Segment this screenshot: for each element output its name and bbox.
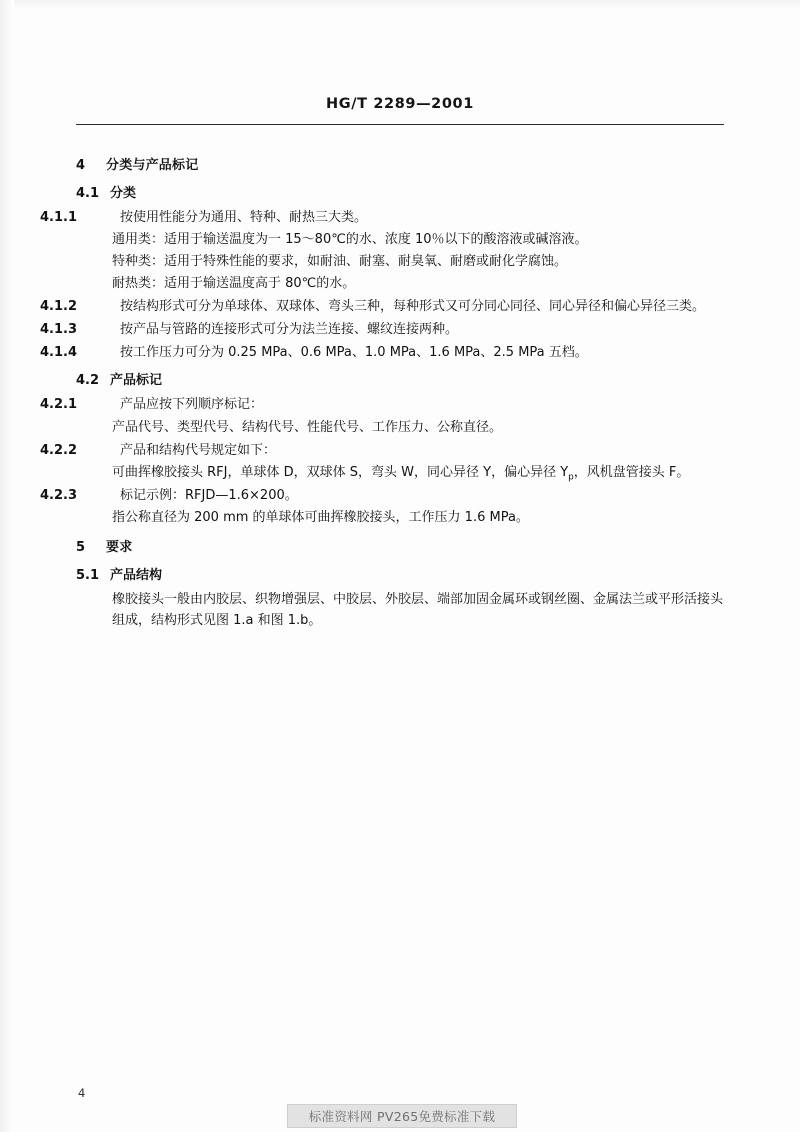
clause-number-4-2-2: 4.2.2 [40, 442, 78, 458]
clause-4-2-3 [40, 485, 726, 506]
watermark-bar [287, 1104, 517, 1128]
section-number-5-1: 5.1 [76, 567, 100, 583]
section-number-4-1: 4.1 [76, 186, 100, 202]
section-title-5-1: 产品结构 [110, 567, 163, 583]
clause-4-2-3-line-1: 指公称直径为 200 mm 的单球体可曲挥橡胶接头，工作压力 1.6 MPa。 [112, 509, 529, 525]
clause-text-4-2-3: 标记示例：RFJD—1.6×200。 [120, 487, 298, 503]
section-heading-4-1 [76, 183, 726, 204]
clause-4-1-2 [40, 296, 726, 317]
section-heading-4-2 [76, 370, 726, 391]
clause-4-2-2 [40, 440, 726, 461]
clause-text-4-2-1: 产品应按下列顺序标记： [120, 397, 264, 413]
clause-number-4-2-3: 4.2.3 [40, 487, 78, 503]
clause-text-4-1-4: 按工作压力可分为 0.25 MPa、0.6 MPa、1.0 MPa、1.6 MPa、2.5 MPa 五档。 [120, 345, 588, 361]
clause-4-1-4 [40, 342, 726, 363]
section-title-4-1: 分类 [110, 186, 137, 202]
page-header-standard-number: HG/T 2289—2001 [326, 96, 474, 112]
section-number-4: 4 [76, 158, 86, 173]
section-title-5: 要求 [106, 539, 133, 555]
clause-4-1-3 [40, 319, 726, 340]
page-number: 4 [78, 1086, 86, 1100]
clause-number-4-1-2: 4.1.2 [40, 299, 78, 315]
clause-number-4-1-1: 4.1.1 [40, 210, 78, 226]
section-number-5: 5 [76, 539, 86, 555]
section-heading-5-1 [76, 565, 726, 586]
watermark-text: 标准资料网 PV265免费标准下载 [308, 1109, 496, 1124]
clause-text-4-1-2: 按结构形式可分为单球体、双球体、弯头三种，每种形式又可分同心同径、同心异径和偏心异径三类。 [120, 299, 706, 315]
clause-text-4-1-1: 按使用性能分为通用、特种、耐热三大类。 [120, 210, 368, 226]
clause-4-2-1 [40, 394, 726, 415]
section-heading-4 [76, 155, 726, 176]
document-body [40, 146, 726, 631]
clause-4-1-1-line-3: 耐热类：适用于输送温度高于 80℃的水。 [112, 276, 356, 292]
section-number-4-2: 4.2 [76, 373, 100, 389]
section-title-4: 分类与产品标记 [106, 158, 199, 173]
clause-number-4-1-3: 4.1.3 [40, 322, 78, 338]
clause-4-1-1-line-1: 通用类：适用于输送温度为一 15～80℃的水、浓度 10％以下的酸溶液或碱溶液。 [112, 232, 588, 248]
page-edge-shading-top [0, 0, 800, 10]
section-heading-5 [76, 537, 726, 558]
clause-number-4-2-1: 4.2.1 [40, 397, 78, 413]
clause-4-2-1-line-1: 产品代号、类型代号、结构代号、性能代号、工作压力、公称直径。 [112, 419, 503, 435]
clause-4-1-1 [40, 207, 726, 228]
clause-number-4-1-4: 4.1.4 [40, 345, 78, 361]
clause-text-4-1-3: 按产品与管路的连接形式可分为法兰连接、螺纹连接两种。 [120, 322, 459, 338]
header-divider [76, 124, 724, 125]
section-title-4-2: 产品标记 [110, 373, 163, 389]
clause-text-4-2-2: 产品和结构代号规定如下： [120, 442, 277, 458]
page-edge-shading-left [0, 0, 14, 1132]
clause-4-1-1-line-2: 特种类：适用于特殊性能的要求，如耐油、耐塞、耐臭氧、耐磨或耐化学腐蚀。 [112, 254, 568, 270]
clause-5-1-line-1: 橡胶接头一般由内胶层、织物增强层、中胶层、外胶层、端部加固金属环或钢丝圈、金属法兰或平形活接头组成，结构形式见图 1.a 和图 1.b。 [112, 591, 724, 628]
clause-4-2-2-line-1: 可曲挥橡胶接头 RFJ，单球体 D，双球体 S，弯头 W，同心异径 Y，偏心异径 $Y_p$，风机盘管接头 F。 [112, 464, 690, 483]
